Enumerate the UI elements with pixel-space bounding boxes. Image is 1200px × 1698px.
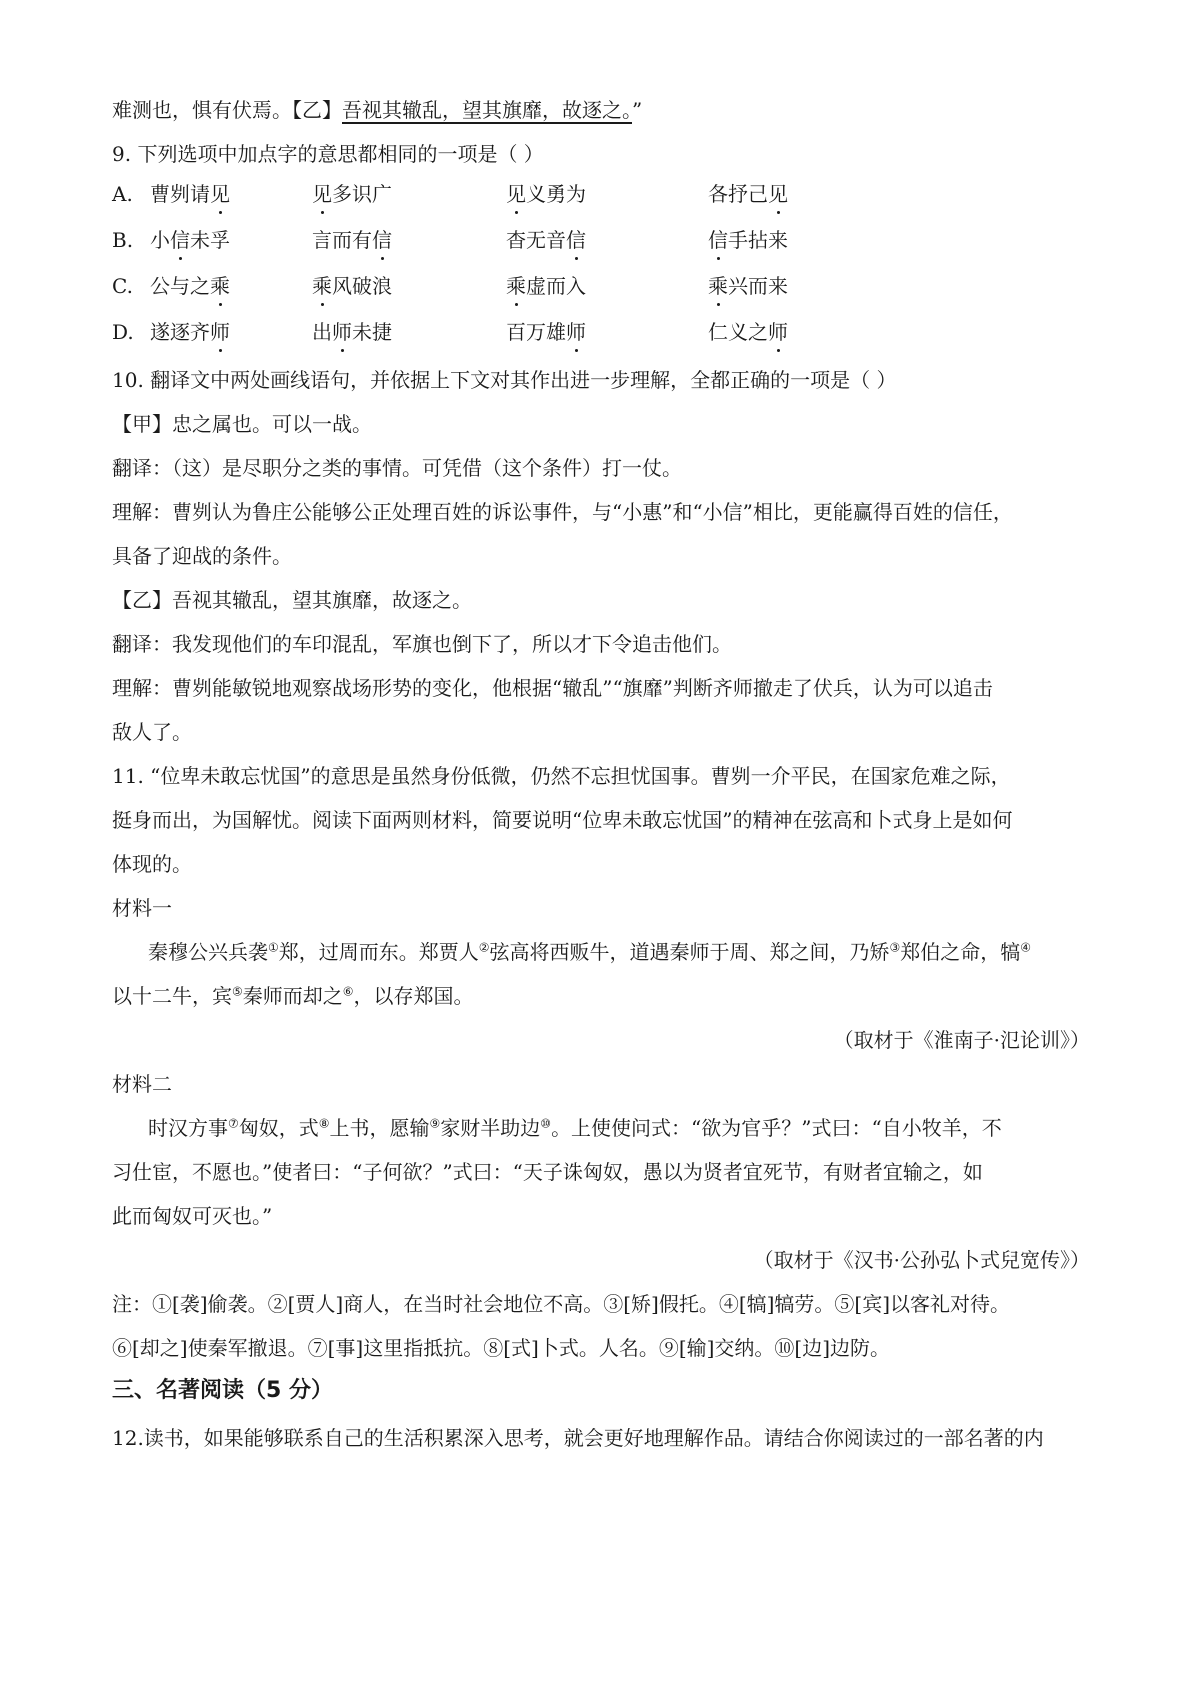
- option-c-item-1: 公与之乘: [150, 274, 230, 298]
- dotted-char: 见: [506, 182, 526, 206]
- option-b-item-4: 信手拈来: [708, 228, 788, 252]
- material-1-source: （取材于《淮南子·氾论训》）: [833, 1028, 1090, 1052]
- dotted-char: 信: [566, 228, 586, 252]
- question-12-stem: 12.读书，如果能够联系自己的生活积累深入思考，就会更好地理解作品。请结合你阅读过的一部名著的内: [112, 1426, 1044, 1450]
- question-10-stem: 10. 翻译文中两处画线语句，并依据上下文对其作出进一步理解，全都正确的一项是（ ）: [112, 368, 897, 392]
- q10-yi-sentence: 【乙】吾视其辙乱，望其旗靡，故逐之。: [112, 588, 472, 612]
- material-2-line-1: 时汉方事⑦匈奴，式⑧上书，愿输⑨家财半助边⑩。上使使问式：“欲为官乎？”式曰：“自小牧羊，不: [148, 1116, 1002, 1140]
- dotted-char: 乘: [210, 274, 230, 298]
- option-c-item-3: 乘虚而入: [506, 274, 586, 298]
- option-d-item-2: 出师未捷: [312, 320, 392, 344]
- q10-jia-sentence: 【甲】忠之属也。可以一战。: [112, 412, 372, 436]
- q9-option-c: C. 公与之乘 乘风破浪 乘虚而入 乘兴而来: [112, 274, 788, 298]
- material-2-source: （取材于《汉书·公孙弘卜式兒宽传》）: [753, 1248, 1090, 1272]
- option-d-item-3: 百万雄师: [506, 320, 586, 344]
- underlined-sentence-yi: 吾视其辙乱，望其旗靡，故逐之。: [342, 98, 632, 122]
- dotted-char: 师: [210, 320, 230, 344]
- question-11-stem-3: 体现的。: [112, 852, 192, 876]
- q10-yi-understanding-2: 敌人了。: [112, 720, 192, 744]
- material-2-line-3: 此而匈奴可灭也。”: [112, 1204, 273, 1228]
- dotted-char: 见: [210, 182, 230, 206]
- option-d-item-1: 遂逐齐师: [150, 320, 230, 344]
- dotted-char: 乘: [312, 274, 332, 298]
- dotted-char: 见: [768, 182, 788, 206]
- q9-option-d: D. 遂逐齐师 出师未捷 百万雄师 仁义之师: [112, 320, 788, 344]
- option-d-item-4: 仁义之师: [708, 320, 788, 344]
- q10-jia-understanding-1: 理解：曹刿认为鲁庄公能够公正处理百姓的诉讼事件，与“小惠”和“小信”相比，更能赢得百姓的信任，: [112, 500, 1013, 524]
- option-b-item-3: 杳无音信: [506, 228, 586, 252]
- option-a-item-3: 见义勇为: [506, 182, 586, 206]
- annotation-notes-2: ⑥[却之]使秦军撤退。⑦[事]这里指抵抗。⑧[式]卜式。人名。⑨[输]交纳。⑩[边]边防。: [112, 1336, 891, 1360]
- dotted-char: 信: [708, 228, 728, 252]
- section-3-heading: 三、名著阅读（5 分）: [112, 1378, 333, 1403]
- material-1-line-2: 以十二牛，宾⑤秦师而却之⑥，以存郑国。: [112, 984, 474, 1008]
- passage-ending: 难测也，惧有伏焉。【乙】吾视其辙乱，望其旗靡，故逐之。”: [112, 98, 643, 122]
- option-a-item-2: 见多识广: [312, 182, 392, 206]
- q10-yi-translation: 翻译：我发现他们的车印混乱，军旗也倒下了，所以才下令追击他们。: [112, 632, 732, 656]
- question-9-stem: 9. 下列选项中加点字的意思都相同的一项是（ ）: [112, 142, 544, 166]
- dotted-char: 师: [332, 320, 352, 344]
- material-1-title: 材料一: [112, 896, 172, 920]
- q10-jia-translation: 翻译：（这）是尽职分之类的事情。可凭借（这个条件）打一仗。: [112, 456, 682, 480]
- option-a-item-1: 曹刿请见: [150, 182, 230, 206]
- question-11-stem-1: 11. “位卑未敢忘忧国”的意思是虽然身份低微，仍然不忘担忧国事。曹刿一介平民，在国家危难之际，: [112, 764, 1011, 788]
- dotted-char: 师: [768, 320, 788, 344]
- dotted-char: 见: [312, 182, 332, 206]
- option-b-item-1: 小信未孚: [150, 228, 230, 252]
- material-1-line-1: 秦穆公兴兵袭①郑，过周而东。郑贾人②弦高将西贩牛，道遇秦师于周、郑之间，乃矫③郑伯之命，犒④: [148, 940, 1032, 964]
- material-2-line-2: 习仕宦，不愿也。”使者曰：“子何欲？”式曰：“天子诛匈奴，愚以为贤者宜死节，有财者宜输之，如: [112, 1160, 983, 1184]
- q9-option-a: A. 曹刿请见 见多识广 见义勇为 各抒己见: [112, 182, 788, 206]
- q10-jia-understanding-2: 具备了迎战的条件。: [112, 544, 292, 568]
- annotation-notes-1: 注：①[袭]偷袭。②[贾人]商人，在当时社会地位不高。③[矫]假托。④[犒]犒劳。⑤[宾]以客礼对待。: [112, 1292, 1011, 1316]
- option-c-item-2: 乘风破浪: [312, 274, 392, 298]
- dotted-char: 乘: [506, 274, 526, 298]
- dotted-char: 信: [372, 228, 392, 252]
- question-11-stem-2: 挺身而出，为国解忧。阅读下面两则材料，简要说明“位卑未敢忘忧国”的精神在弦高和卜式身上是如何: [112, 808, 1013, 832]
- dotted-char: 师: [566, 320, 586, 344]
- dotted-char: 信: [170, 228, 190, 252]
- option-a-item-4: 各抒己见: [708, 182, 788, 206]
- q10-yi-understanding-1: 理解：曹刿能敏锐地观察战场形势的变化，他根据“辙乱”“旗靡”判断齐师撤走了伏兵，认为可以追击: [112, 676, 993, 700]
- option-b-item-2: 言而有信: [312, 228, 392, 252]
- dotted-char: 乘: [708, 274, 728, 298]
- material-2-title: 材料二: [112, 1072, 172, 1096]
- option-c-item-4: 乘兴而来: [708, 274, 788, 298]
- q9-option-b: B. 小信未孚 言而有信 杳无音信 信手拈来: [112, 228, 788, 252]
